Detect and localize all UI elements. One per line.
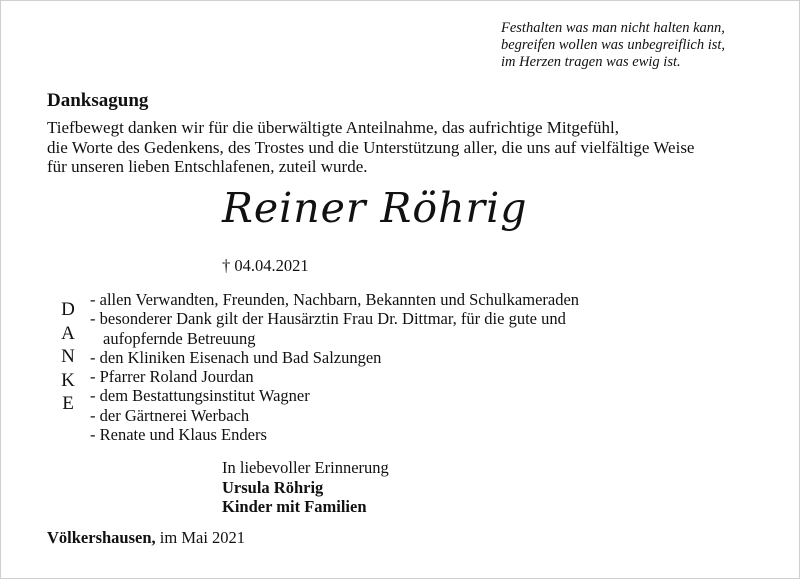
place-month: im Mai 2021 [155,528,246,547]
closing-signature [222,458,389,517]
list-item: - Pfarrer Roland Jourdan [90,367,254,387]
danke-letter: A [61,322,75,344]
place-date [47,528,245,548]
list-item: - Renate und Klaus Enders [90,425,267,445]
quote-line: begreifen wollen was unbegreiflich ist, [501,37,726,53]
intro-line: Tiefbewegt danken wir für die überwältigte Anteilnahme, das aufrichtige Mitgefühl, [47,118,620,137]
list-item: - allen Verwandten, Freunden, Nachbarn, Bekannten und Schulkameraden [90,290,580,309]
widow-name: Ursula Röhrig [222,477,324,497]
intro-text [47,118,694,177]
death-date: † 04.04.2021 [222,256,309,275]
danke-letter: E [62,393,74,414]
danke-letter: N [61,346,75,367]
quote-line: Festhalten was man nicht halten kann, [501,20,725,36]
danke-letter: K [61,369,75,391]
deceased-name: Reiner Röhrig [222,184,528,232]
danke-letter: D [61,299,75,320]
place-town: Völkershausen, [47,528,156,547]
list-item: - den Kliniken Eisenach und Bad Salzungen [90,347,382,367]
list-item: - dem Bestattungsinstitut Wagner [90,386,310,406]
list-item: - der Gärtnerei Werbach [90,405,250,425]
intro-line: die Worte des Gedenkens, des Trostes und die Unterstützung aller, die uns auf vielfältige Weise [47,137,695,157]
list-item-continuation: aufopfernde Betreuung [103,328,256,348]
family-line: Kinder mit Familien [222,497,367,516]
list-item: - besonderer Dank gilt der Hausärztin Frau Dr. Dittmar, für die gute und [90,309,566,329]
memorial-quote [501,20,725,71]
danke-vertical [57,298,79,416]
intro-line: für unseren lieben Entschlafenen, zuteil wurde. [47,157,368,176]
thanks-list [90,290,579,444]
closing-intro: In liebevoller Erinnerung [222,458,389,477]
quote-line: im Herzen tragen was ewig ist. [501,54,681,70]
notice-heading: Danksagung [47,90,149,111]
